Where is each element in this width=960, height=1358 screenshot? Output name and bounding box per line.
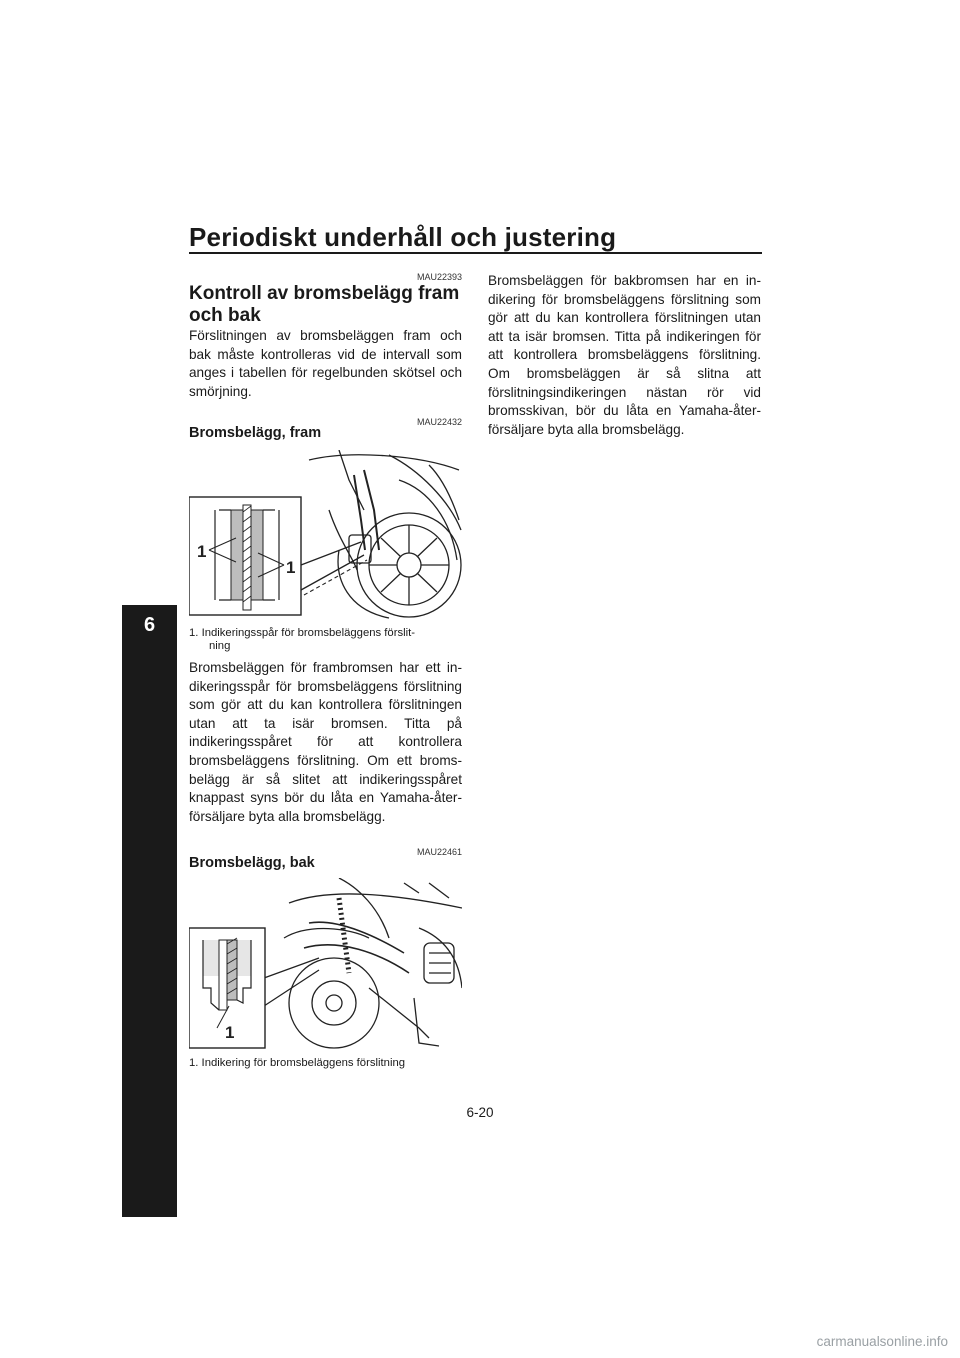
section-intro: Förslitningen av bromsbeläggen fram och bak måste kontrolleras vid de intervall som anges i tabellen för regelbunden skötsel och smörjning. [189,328,462,399]
front-callout-left: 1 [197,542,207,561]
front-callout-right: 1 [286,558,296,577]
title-rule [189,252,762,254]
front-caption [189,627,462,653]
front-brake-illustration [189,450,462,620]
rear-body: Bromsbeläggen för bakbromsen har en indikering för bromsbeläggens förslitning som gör att du kan kontrollera förslitningen utan att ta isär bromsen. Titta på indikeringen för att kontrollera bromsbeläggens förslitning. Om bromsbeläggen är så slitna att förslitningsindikeringen nästan rör vid bromsskivan, bör du låta en Yamaha-återförsäljare byta alla bromsbelägg. [488,273,761,437]
front-caption-number: 1. [189,627,199,639]
front-code: MAU22432 [416,417,462,427]
rear-heading: Bromsbelägg, bak [189,855,315,871]
rear-code: MAU22461 [416,847,462,857]
front-body: Bromsbeläggen för frambromsen har ett indikeringsspår för bromsbeläggens förslitning som gör att du kan kontrollera förslitningen utan att ta isär bromsen. Titta på indikeringsspåret för att kontrollera bromsbeläggens förslitning. Om ett bromsbelägg är så slitet att indikeringsspåret knappast syns bör du låta en Yamaha-återförsäljare byta alla bromsbelägg. [189,660,462,824]
front-heading: Bromsbelägg, fram [189,425,322,441]
front-caption-line2: ning [209,640,231,652]
front-brake-drawing [189,450,462,620]
front-caption-line1: Indikeringsspår för bromsbeläggens förslit- [201,627,416,639]
watermark: carmanualsonline.info [816,1334,948,1349]
rear-callout: 1 [225,1023,235,1042]
page-title: Periodiskt underhåll och justering [189,222,617,252]
page-number: 6-20 [466,1105,494,1120]
section-heading: Kontroll av bromsbelägg fram och bak [189,283,460,326]
rear-brake-drawing [189,878,462,1050]
chapter-tab [122,605,177,1217]
rear-caption: 1. Indikering för bromsbeläggens förslitning [189,1057,406,1069]
rear-brake-illustration [189,878,462,1050]
chapter-tab-label: 6 [143,614,156,636]
section-code: MAU22393 [416,272,462,282]
